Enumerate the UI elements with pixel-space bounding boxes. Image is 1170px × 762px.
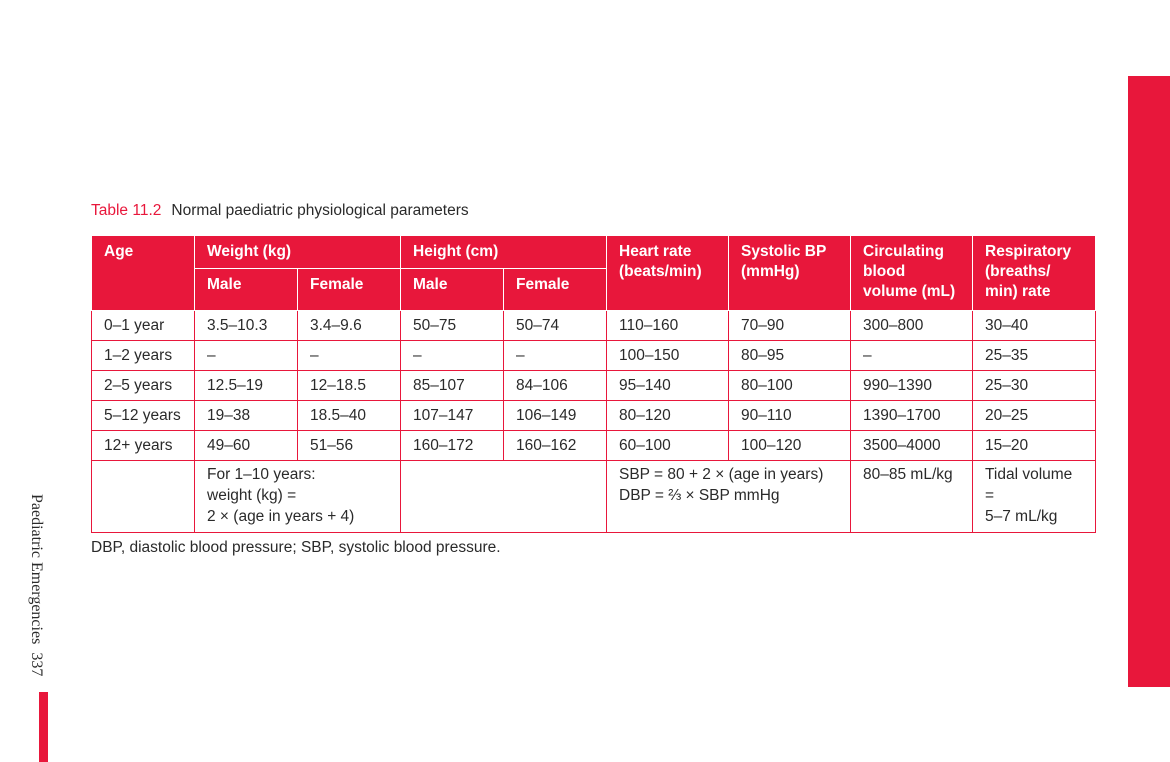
table-cell: 160–162 bbox=[504, 431, 607, 461]
table-cell: 50–75 bbox=[401, 311, 504, 341]
table-cell: 106–149 bbox=[504, 401, 607, 431]
table-row bbox=[92, 401, 1096, 431]
table-cell: – bbox=[401, 341, 504, 371]
weight-formula-line: weight (kg) = bbox=[207, 487, 297, 504]
table-cell: 2–5 years bbox=[92, 371, 195, 401]
tidal-volume-line: 5–7 mL/kg bbox=[985, 508, 1058, 525]
header-weight-female: Female bbox=[298, 269, 401, 311]
header-heart-rate: Heart rate (beats/min) bbox=[607, 236, 729, 311]
table-cell: 90–110 bbox=[729, 401, 851, 431]
weight-formula-line: For 1–10 years: bbox=[207, 466, 316, 483]
table-cell: 70–90 bbox=[729, 311, 851, 341]
header-respiratory: Respiratory (breaths/ min) rate bbox=[973, 236, 1096, 311]
parameters-table bbox=[91, 235, 1096, 533]
page-number: 337 bbox=[28, 652, 45, 677]
table-cell: 60–100 bbox=[607, 431, 729, 461]
bp-formula-cell bbox=[607, 461, 851, 533]
table-cell: 5–12 years bbox=[92, 401, 195, 431]
notes-cell-empty bbox=[92, 461, 195, 533]
header-age: Age bbox=[92, 236, 195, 311]
table-cell: 107–147 bbox=[401, 401, 504, 431]
table-cell: – bbox=[298, 341, 401, 371]
height-notes-cell-empty bbox=[401, 461, 607, 533]
table-cell: 50–74 bbox=[504, 311, 607, 341]
table-cell: 3.5–10.3 bbox=[195, 311, 298, 341]
table-cell: 19–38 bbox=[195, 401, 298, 431]
tidal-volume-line: Tidal volume bbox=[985, 466, 1073, 483]
header-weight: Weight (kg) bbox=[195, 236, 401, 269]
table-cell: 20–25 bbox=[973, 401, 1096, 431]
table-footnote: DBP, diastolic blood pressure; SBP, systolic blood pressure. bbox=[91, 539, 501, 556]
bp-formula-line: SBP = 80 + 2 × (age in years) bbox=[619, 466, 824, 483]
table-title: Normal paediatric physiological parameters bbox=[171, 202, 469, 219]
table-cell: 12–18.5 bbox=[298, 371, 401, 401]
table-row bbox=[92, 341, 1096, 371]
table-cell: 80–100 bbox=[729, 371, 851, 401]
table-cell: 95–140 bbox=[607, 371, 729, 401]
table-cell: 49–60 bbox=[195, 431, 298, 461]
header-height-male: Male bbox=[401, 269, 504, 311]
table-cell: 1–2 years bbox=[92, 341, 195, 371]
table-cell: 85–107 bbox=[401, 371, 504, 401]
table-cell: 990–1390 bbox=[851, 371, 973, 401]
table-cell: 160–172 bbox=[401, 431, 504, 461]
header-blood-volume: Circulating blood volume (mL) bbox=[851, 236, 973, 311]
header-height: Height (cm) bbox=[401, 236, 607, 269]
table-row bbox=[92, 431, 1096, 461]
table-cell: 1390–1700 bbox=[851, 401, 973, 431]
table-cell: 80–95 bbox=[729, 341, 851, 371]
chapter-edge-tab bbox=[1128, 76, 1170, 687]
table-caption bbox=[91, 202, 469, 220]
table-row bbox=[92, 311, 1096, 341]
table-cell: 18.5–40 bbox=[298, 401, 401, 431]
bp-formula-line: DBP = ⅔ × SBP mmHg bbox=[619, 487, 780, 504]
table-cell: – bbox=[851, 341, 973, 371]
running-head-title: Paediatric Emergencies bbox=[28, 494, 45, 645]
table-cell: 25–30 bbox=[973, 371, 1096, 401]
weight-formula-line: 2 × (age in years + 4) bbox=[207, 508, 355, 525]
table-cell: 30–40 bbox=[973, 311, 1096, 341]
table-cell: 3.4–9.6 bbox=[298, 311, 401, 341]
notes-row bbox=[92, 461, 1096, 533]
table-cell: 84–106 bbox=[504, 371, 607, 401]
header-systolic-bp: Systolic BP (mmHg) bbox=[729, 236, 851, 311]
table-row bbox=[92, 371, 1096, 401]
tidal-volume-line: = bbox=[985, 487, 995, 504]
table-cell: 12+ years bbox=[92, 431, 195, 461]
table-cell: 3500–4000 bbox=[851, 431, 973, 461]
table-cell: 15–20 bbox=[973, 431, 1096, 461]
header-height-female: Female bbox=[504, 269, 607, 311]
weight-formula-cell bbox=[195, 461, 401, 533]
table-number: Table 11.2 bbox=[91, 202, 162, 219]
header-weight-male: Male bbox=[195, 269, 298, 311]
running-head bbox=[27, 494, 45, 676]
table-cell: – bbox=[504, 341, 607, 371]
tidal-volume-cell bbox=[973, 461, 1096, 533]
table-cell: 25–35 bbox=[973, 341, 1096, 371]
table-cell: 110–160 bbox=[607, 311, 729, 341]
table-cell: 300–800 bbox=[851, 311, 973, 341]
table-cell: 0–1 year bbox=[92, 311, 195, 341]
table-cell: 100–120 bbox=[729, 431, 851, 461]
table-cell: – bbox=[195, 341, 298, 371]
table-cell: 100–150 bbox=[607, 341, 729, 371]
page-marker-bar bbox=[39, 692, 48, 762]
blood-volume-formula-cell: 80–85 mL/kg bbox=[851, 461, 973, 533]
table-cell: 80–120 bbox=[607, 401, 729, 431]
table-cell: 51–56 bbox=[298, 431, 401, 461]
table-cell: 12.5–19 bbox=[195, 371, 298, 401]
